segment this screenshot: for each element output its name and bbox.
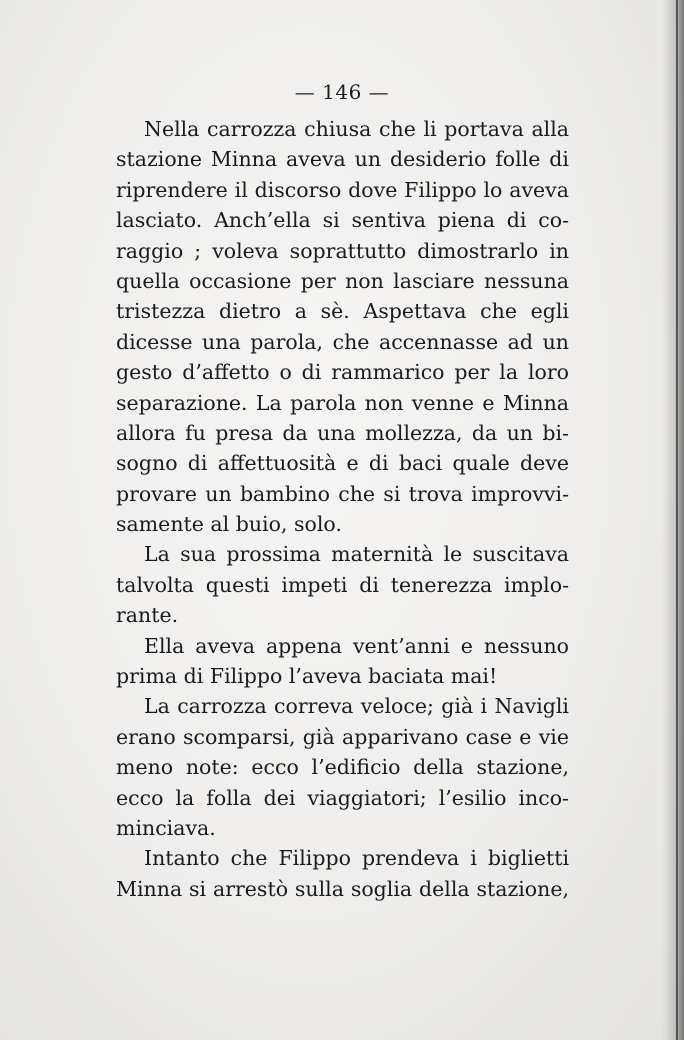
page-number: — 146 —: [294, 80, 390, 104]
text-line: Minna si arrestò sulla soglia della stazione,: [116, 876, 569, 901]
text-line: tristezza dietro a sè. Aspettava che egli: [116, 299, 569, 324]
page-edge-line: [676, 0, 678, 1040]
text-line: meno note: ecco l’edificio della stazione,: [116, 755, 569, 780]
text-line: Ella aveva appena vent’anni e nessuno: [144, 633, 569, 658]
text-line: Nella carrozza chiusa che li portava alla: [144, 117, 569, 141]
text-line: gesto d’affetto o di rammarico per la loro: [116, 360, 569, 385]
text-line: rante.: [116, 603, 179, 628]
text-line: samente al buio, solo.: [116, 512, 342, 537]
text-line: stazione Minna aveva un desiderio folle di: [116, 147, 569, 172]
text-line: Intanto che Filippo prendeva i biglietti: [144, 846, 569, 871]
text-line: raggio ; voleva soprattutto dimostrarlo in: [116, 238, 569, 263]
text-line: La carrozza correva veloce; già i Navigli: [144, 694, 569, 719]
text-line: quella occasione per non lasciare nessuna: [116, 268, 569, 293]
text-line: lasciato. Anch’ella si sentiva piena di co-: [116, 208, 569, 233]
body-text: [116, 114, 569, 904]
text-line: La sua prossima maternità le suscitava: [144, 542, 569, 567]
text-line: riprendere il discorso dove Filippo lo aveva: [116, 177, 569, 202]
text-line: provare un bambino che si trova improvvi-: [116, 481, 569, 506]
text-line: talvolta questi impeti di tenerezza implo-: [116, 572, 569, 597]
text-line: prima di Filippo l’aveva baciata mai!: [116, 664, 498, 689]
text-line: allora fu presa da una mollezza, da un bi-: [116, 420, 569, 445]
text-line: ecco la folla dei viaggiatori; l’esilio inco-: [116, 785, 569, 810]
page-edge-shadow: [662, 0, 684, 1040]
text-line: minciava.: [116, 815, 216, 840]
text-line: separazione. La parola non venne e Minna: [116, 390, 569, 415]
text-line: sogno di affettuosità e di baci quale deve: [116, 451, 569, 476]
text-line: erano scomparsi, già apparivano case e vie: [116, 724, 569, 749]
text-line: dicesse una parola, che accennasse ad un: [116, 329, 569, 354]
